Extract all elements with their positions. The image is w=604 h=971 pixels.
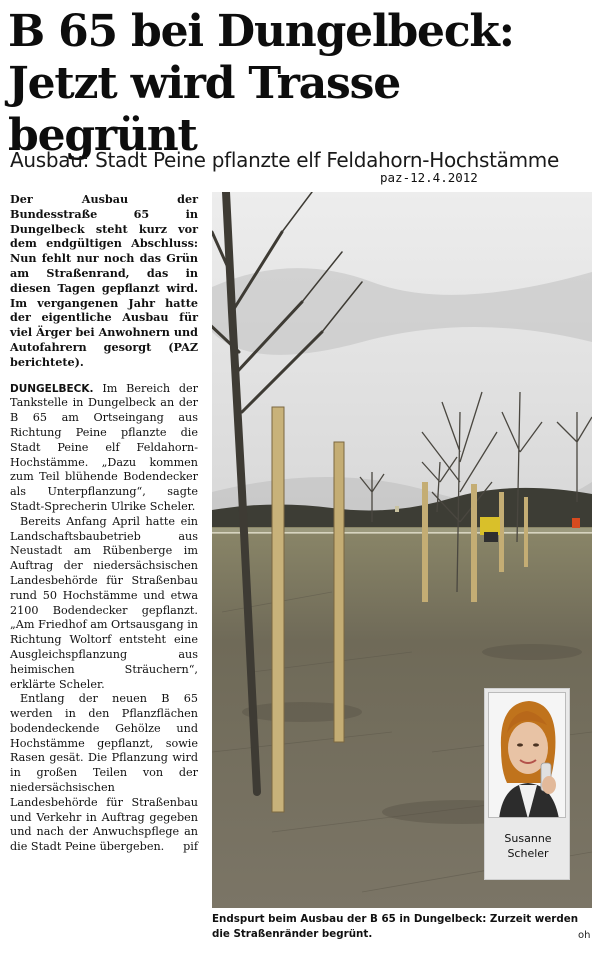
article-paragraph-1 — [10, 382, 198, 515]
paragraph-3-text: Entlang der neuen B 65 werden in den Pflanzflächen bodendeckende Gehölze und Hochstämme gepflanzt, sowie Rasen gesät. Die Pflanzung wird in großen Teilen von der niedersächsischen Landesbehörde für Straßenbau und Verkehr in Auftrag gegeben und nach der Anwuchspflege an die Stadt Peine übergeben. — [10, 692, 198, 854]
article-paragraph-3 — [10, 692, 198, 855]
subheadline: Ausbau: Stadt Peine pflanzte elf Feldahorn-Hochstämme — [10, 148, 559, 172]
portrait-last-name: Scheler — [507, 847, 549, 860]
headline — [8, 6, 598, 162]
portrait-illustration — [489, 693, 566, 818]
headline-line-1: B 65 bei Dungelbeck: — [8, 6, 514, 57]
portrait-photo — [488, 692, 566, 818]
article-paragraph-2: Bereits Anfang April hatte ein Landschaftsbaubetrieb aus Neustadt am Rübenberge im Auftrag der niedersächsischen Landesbehörde für Straßenbau rund 50 Hochstämme und etwa 2100 Bodendecker gepflanzt. „Am Friedhof am Ortsausgang in Richtung Woltorf entsteht eine Ausgleichspflanzung aus heimischen Sträuchern“, erklärte Scheler. — [10, 514, 198, 691]
source-tag: paz-12.4.2012 — [380, 170, 478, 185]
article-body — [10, 192, 198, 855]
photo-caption: Endspurt beim Ausbau der B 65 in Dungelbeck: Zurzeit werden die Straßenränder begrünt. — [212, 913, 579, 940]
article-lead: Der Ausbau der Bundesstraße 65 in Dungelbeck steht kurz vor dem endgültigen Abschluss: Nun fehlt nur noch das Grün am Straßenrand, das in diesen Tagen gepflanzt wird. Im vergangenen Jahr hatte der eigentliche Ausbau für viel Ärger bei Anwohnern und Autofahrern gesorgt (PAZ berichtete). — [10, 192, 198, 369]
paragraph-1-text: Im Bereich der Tankstelle in Dungelbeck an der B 65 am Ortseingang aus Richtung Peine pflanzte die Stadt Peine elf Feldahorn-Hochstämme. „Dazu kommen zum Teil blühende Bodendecker als Unterpflanzung“, sagte Stadt-Sprecherin Ulrike Scheler. — [10, 381, 198, 513]
photo-credit: oh — [578, 930, 591, 941]
headline-line-2: Jetzt wird Trasse begrünt — [8, 58, 400, 161]
portrait-first-name: Susanne — [504, 832, 552, 845]
author-initials: pif — [183, 840, 198, 854]
portrait-inset — [484, 688, 570, 880]
dateline: DUNGELBECK. — [10, 382, 94, 395]
portrait-name — [485, 831, 571, 861]
